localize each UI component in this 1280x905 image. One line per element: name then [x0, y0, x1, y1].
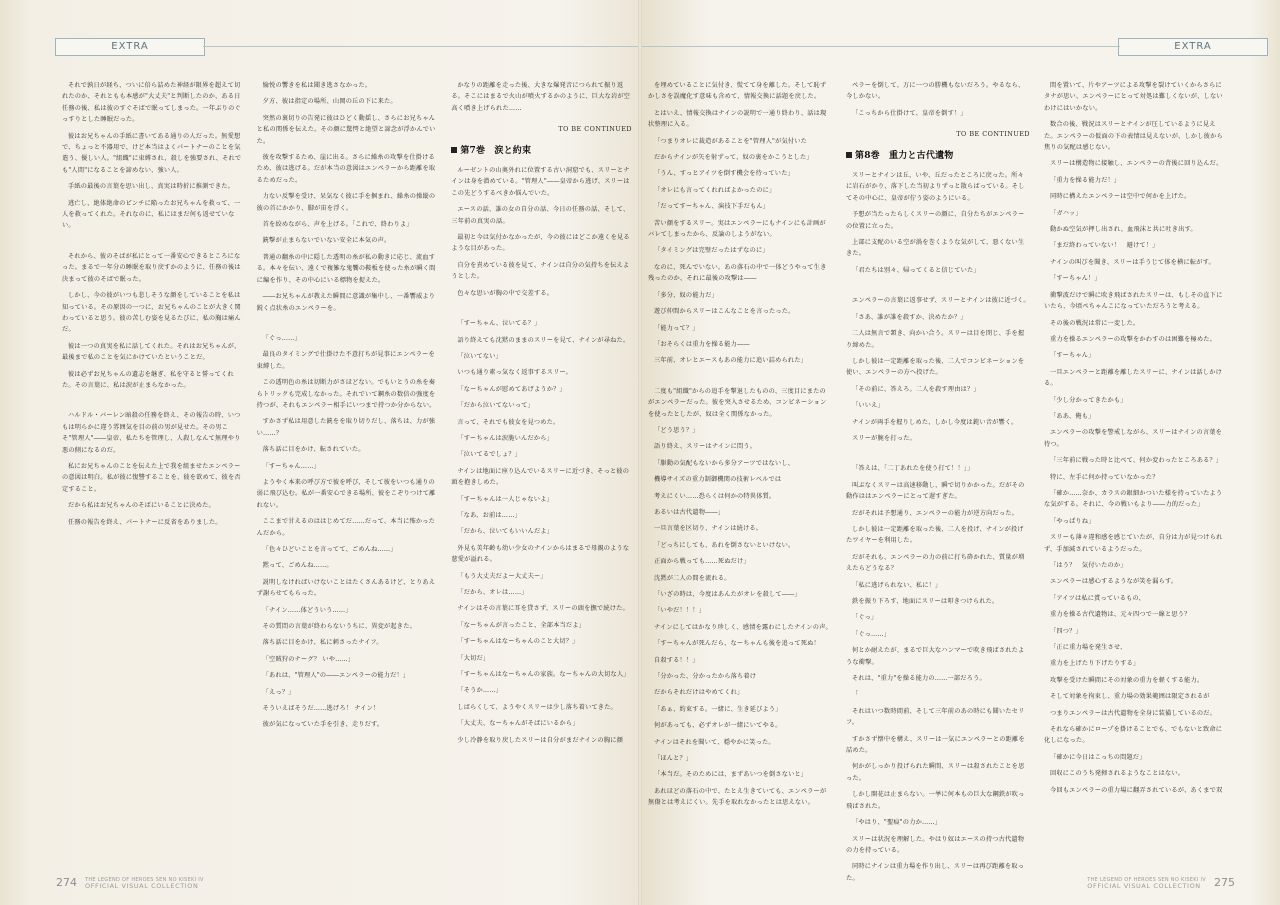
paragraph-gap: [451, 304, 632, 318]
paragraph: ――お兄ちゃんが教えた瞬間に意識が集中し、一番響威より鋭く点状糸のエンペラーを。: [256, 293, 436, 312]
heading-square-icon: [846, 152, 852, 158]
paragraph: 「その前に、答えろ。二人を殺す理由は？」: [852, 385, 980, 393]
paragraph: それで孰日が経ち、ついに倍ら詰めた神経が限界を超えて切れたのか、それともも本感が"大丈夫"と判断したのか、ある日任務の後、私は彼のすぐそばで眠ってしまった。一年ぶりのぐっすりとした睡眠だった。: [62, 82, 241, 124]
paragraph: それなら確かにロープを掛けることでも、でもないと致命に化しになった。: [1044, 726, 1223, 745]
paragraph: 苦い顔をするスリー。実はエンペラーにもナインにも計画がバレてしまったから、反論のしようがない。: [648, 219, 826, 239]
paragraph: スリーも薄々違和感を感じていたが、自分は力が見つけられず、手加減されているようだった。: [1044, 534, 1223, 553]
paragraph: 「すーちゃんは一人じゃないよ」: [457, 495, 553, 503]
paragraph: 回収にこのうち発揮されるようなことはない。: [1050, 770, 1185, 778]
paragraph: 語り終え、スリーはナインに問う。: [654, 443, 757, 451]
paragraph: 「すーちゃん、泣いてる？」: [457, 320, 541, 328]
paragraph: 「タイミングは完璧だったはずなのに」: [654, 247, 769, 255]
paragraph: 「四つ？」: [1050, 627, 1082, 635]
paragraph: 「能力って？」: [654, 324, 699, 332]
extra-tab-right: EXTRA: [1118, 38, 1268, 56]
paragraph: 「ガハッ」: [1050, 209, 1082, 217]
paragraph: 何とか耐えたが、まるで巨大なハンマーで吹き飛ばされたような衝撃。: [846, 647, 1025, 666]
right-page: [640, 0, 1280, 905]
paragraph: 「いざの時は、今度はあんたがオレを殺して――」: [654, 591, 801, 598]
paragraph: そして対象を拘束し、重力場の効果範囲は限定されるが: [1050, 693, 1210, 701]
paragraph: 「あれは、"管理人"の――エンペラーの能力だ！」: [262, 672, 410, 680]
paragraph: 一旦エンペラーと距離を離したスリーに、ナインは話しかける。: [1044, 368, 1223, 388]
paragraph: 「おそらくは重力を操る能力――: [654, 340, 750, 348]
paragraph-gap: [257, 319, 438, 333]
paragraph: 「はう？ 気付いたのか」: [1050, 562, 1127, 569]
paragraph: 「重力を操る能力だ！」: [1050, 176, 1121, 184]
paragraph: スリーは構造物に接触し、エンペラーの背後に回り込んだ。: [1050, 160, 1223, 168]
paragraph: 特に、左手に何か持っていなかった？: [1050, 473, 1159, 481]
paragraph-gap: [648, 372, 832, 386]
paragraph: エンペラーは感心するようなが笑を漏らす。: [1050, 578, 1178, 586]
paragraph: 「本当だ。そのためには、まずあいつを倒さないと」: [654, 771, 808, 779]
header-rule-right: [640, 46, 1120, 47]
paragraph: スリーが腕を打った。: [852, 434, 916, 442]
paragraph: 「空賊狩のナーグ？ いや……」: [262, 655, 355, 663]
paragraph: 「三年前に戦った時と比べて、何か変わったところある？」: [1050, 457, 1223, 465]
paragraph: 遊び仲間からスリーはこんなことを言ったった。: [654, 308, 795, 316]
paragraph: 「そうか……」: [457, 687, 503, 695]
paragraph: 「どっちにしても、あれを倒さないといけない。: [654, 541, 795, 549]
paragraph: 言って、それでも彼女を見つめた。: [457, 418, 560, 426]
paragraph: 「やっぱりね」: [1050, 517, 1095, 525]
paragraph: だからナインが矢を射ずって、奴の裏をかこうとした」: [654, 154, 813, 162]
paragraph: 「あぁ、約束する。一緒に、生き延びよう」: [654, 705, 782, 713]
paragraph: しかし彼は一定距離を取った後、二人を投げ、ナインが投げたワイヤーを利用した。: [846, 525, 1024, 545]
paragraph: ハルドル・バーレン暗殺の任務を終え、その報告の時、いつもは明らかに違う雰囲気を目の前の男が見せた。その男こそ"管理人"――皇帝、私たちを管理し、人殺しなんて無理やり悪の側になるのだ。: [62, 412, 241, 454]
paragraph: エンペラーの攻撃を警戒しながら、スリーはナインの言葉を待つ。: [1044, 429, 1223, 448]
paragraph: 語り終えても沈黙のままのスリーを見て、ナインが尋ねた。: [457, 336, 630, 344]
paragraph: ナインが両手を握りしめた、しかし今度は鈍い音が響く。: [852, 418, 1018, 426]
paragraph: 彼が気になっていた手を引き、走りだす。: [262, 721, 384, 729]
paragraph: 「私に逃げられない、私に！」: [852, 581, 942, 589]
paragraph: エースの話、誰の女の自分の話、今日の任務の話、そして、三年前の真実の話。: [451, 206, 630, 225]
paragraph: 同時にナインは重力場を作り出し、スリーは再び距離を取った。: [846, 863, 1025, 882]
paragraph: 「分かった、分かったから落ち着け: [654, 673, 757, 681]
footer-title: [1087, 877, 1206, 889]
paragraph: ナインはそれを聞いて、穏やかに笑った。: [654, 738, 775, 746]
paragraph: エンペラーの言葉に返事せず、スリーとナインは彼に近づく。: [852, 297, 1030, 305]
paragraph: 間を置いて、片やアーツによる攻撃を裂けていくからさらにタナが思い、エンペラーにとって対処は難しくないが、しないわけにはいかない。: [1044, 82, 1223, 112]
paragraph: 説明しなければいけないことはたくさんあるけど、とりあえず謝らせてもらった。: [256, 578, 436, 598]
page-number: 275: [1214, 876, 1235, 889]
paragraph: 動かぬ空気が押し出され、血飛沫と共に吐き出す。: [1050, 226, 1197, 234]
heading-square-icon: [451, 147, 457, 153]
paragraph: 自殺する！！」: [654, 656, 699, 664]
paragraph: 「ナイン……体どういう……」: [262, 606, 352, 614]
paragraph: 二度も"組織"からの追手を撃退したものの、三度目にまたのがエンペラーだった。彼を突入させるため、コンビネーションを使ったとしたが、奴は全く関係なかった。: [648, 387, 827, 418]
paragraph: 「確か……奈か、カラスの銀細かついた様を持っていたような気がする。それに、今の戦いもより――力的だった」: [1044, 489, 1223, 509]
paragraph: 「すーちゃん……」: [262, 462, 320, 470]
paragraph: 落ち話に目をかけ、転されていた。: [262, 446, 365, 454]
paragraph: 落ち話に目をかけ、私に刺さったナイフ。: [262, 639, 383, 647]
paragraph: 「なーちゃんが言ったこと、全部本当だよ」: [457, 621, 586, 629]
paragraph: 「ああ、俺も」: [1050, 412, 1095, 420]
paragraph: 「泣いてない」: [457, 352, 503, 360]
paragraph: 最良のタイミングで仕掛けた不意打ちが見事にエンペラーを束縛した。: [256, 351, 435, 370]
paragraph: それから、彼のそばが私にとって一番安心できるところになった。まるで一年分の睡眠を取り戻すかのように、任務の後は決まって彼のそばで眠った。: [62, 252, 241, 283]
paragraph: 「えっ？」: [262, 688, 295, 696]
left-columns: [62, 80, 632, 860]
paragraph: 彼は必ずお兄ちゃんの遺志を継ぎ、私を守ると誓ってくれた。その言葉に、私は涙が止まらなかった。: [62, 370, 234, 389]
paragraph: だがそれは予想通り、エンペラーの能力が逆方向だった。: [852, 509, 1019, 517]
chapter-heading-text: 第8巻 重力と古代遺物: [855, 150, 954, 161]
paragraph: 少し冷静を取り戻したスリーは自分がまだナインの胸に顔: [457, 736, 623, 744]
paragraph: 沈黙が二人の間を流れる。: [654, 574, 731, 582]
paragraph: 「大丈夫、なーちゃんがそばにいるから」: [457, 720, 579, 728]
paragraph: 「すーちゃんは涙脆いんだから」: [457, 434, 553, 442]
paragraph: 「こっちから仕掛けて、皇帝を倒す！」: [852, 109, 967, 117]
paragraph: 普通の翻糸の中に隠した透明の糸が私の動きに応じ、流血する。本々を伝い、遠くで複雑な鬼饗の鞍板を使った糸が瞬く間に編を作り、その中心にいる標物を捉えた。: [256, 253, 436, 284]
paragraph: つまりエンペラーは古代遺物を全身に装備しているのだ。: [1050, 709, 1217, 717]
paragraph: 黙って、ごめんね……。: [262, 562, 333, 570]
paragraph: 銃撃が止まらないでいない安全に本気の声。: [262, 237, 391, 245]
paragraph: 「多分、奴の能力だ」: [654, 291, 718, 299]
paragraph: 逃亡し、絶体絶命のピンチに陥ったお兄ちゃんを救って、一人を救ってくれた。それなのに、私にはまだ何も返せていない。: [62, 199, 241, 230]
paragraph: 外見も美年齢も幼い少女のナインからはまるで母親のような慈愛が溢れる。: [451, 544, 630, 564]
paragraph: 「アイツは私に賞っているもの、: [1050, 594, 1146, 602]
paragraph: 「ぐっ……」: [262, 334, 301, 342]
paragraph: その後の戦況は常に一変した。: [1050, 319, 1140, 327]
paragraph: 彼は一つの真実を私に話してくれた。それはお兄ちゃんが、最後まで私のことを気にかけていたということだ。: [62, 342, 241, 362]
paragraph: 「だってすーちゃん、演技下手だもん」: [654, 203, 770, 211]
page-number: 274: [56, 876, 77, 889]
text-column: [1044, 80, 1228, 860]
extra-tab-left: EXTRA: [55, 38, 205, 56]
paragraph: 「すーちゃん」: [1050, 352, 1095, 360]
paragraph: 「答えは、「二丁あれたを使う打て！！」」: [852, 465, 974, 473]
footer-left: [56, 876, 204, 889]
text-column: [451, 80, 632, 860]
paragraph: 二人は無言で頷き、向かい合う。スリーは目を閉じ、手を握り締めた。: [846, 330, 1025, 349]
paragraph: 「確かに今日はこっちの問題だ」: [1050, 753, 1146, 761]
paragraph: あるいは古代遺物――」: [654, 508, 725, 516]
paragraph: あれほどの落石の中で、たとえ生きていても、エンペラーが無傷とは考えにくい。先手を取れなかったとは思えない。: [648, 787, 827, 807]
paragraph: 「やはり、"聖痕"の力か……」: [852, 819, 942, 827]
header-rule-left: [203, 46, 640, 47]
to-be-continued: TO BE CONTINUED: [956, 130, 1030, 139]
paragraph: 「駆動の気配もないから多分アーツではないし、: [654, 459, 795, 467]
paragraph: 愉悦の響きを私は聞き逃さなかった。: [262, 82, 372, 89]
paragraph: 衝撃波だけで瞬に吹き飛ばされたスリーは、もしその直下にいたら、今頃ぺちゃんこになっていただろうと考える。: [1044, 291, 1223, 311]
paragraph: 「すーちゃんはなーちゃんのこと大切？」: [457, 638, 579, 646]
paragraph: 手紙の最後の言葉を思い出し、真実は時折に推測できた。: [68, 183, 235, 191]
paragraph: 「: [852, 691, 859, 699]
paragraph: 「すーちゃん！」: [1050, 275, 1101, 283]
paragraph: 「つまりオレに裁造があることを"管理人"が気付いた: [654, 137, 808, 145]
paragraph: 重力を操る古代遺物は、元々四つで一線と思う？: [1050, 611, 1191, 619]
paragraph: 重力を上げたり下げたりする」: [1050, 660, 1140, 668]
paragraph: 正面から戦っても……死ぬだけ」: [654, 558, 750, 566]
paragraph-gap: [846, 281, 1030, 295]
paragraph: 「泣いてるでしょ？」: [457, 451, 522, 459]
paragraph: いつも通り素っ気なく返事するスリー。: [457, 369, 573, 377]
paragraph: 考えにくい……恐らくは何かの特異体質。: [654, 492, 776, 500]
paragraph: 彼はお兄ちゃんの手紙に書いてある通りの人だった。無愛想で、ちょっと不器用で、けど本当はよくパートナーのことを気遣う、優しい人。"組織"に束縛され、殺しを強要され、それでも"人間"になることを諦めない、強い人。: [62, 132, 242, 174]
footer-right: [1087, 876, 1235, 889]
paragraph: だがそれも、エンペラーの力の前に打ち砕かれた、質量が増えたらどうなる？: [846, 553, 1025, 573]
paragraph: ナインにしてはかなり珍しく、感情を露わにしたナインの声。: [654, 623, 832, 631]
paragraph: 私にお兄ちゃんのことを伝えた上で我を組ませたエンペラーの意図は明白。私が彼に復讐することを、彼を欲めて、彼を否定すること。: [62, 462, 241, 493]
paragraph: 首を絞めながら、声を上げる。「これで、終わりよ」: [262, 221, 413, 229]
paragraph: 攻撃を受けた瞬間にその対象の重力を軽くする能力。: [1050, 676, 1204, 684]
paragraph: 「すーちゃんはなーちゃんの家族。なーちゃんの大切な人」: [457, 671, 630, 679]
paragraph: 何かがしっかり投げられた瞬間、スリーは殺されたことを思った。: [846, 763, 1025, 782]
book-gutter: [638, 0, 642, 905]
paragraph: 「なーちゃんが慰めてあげようか？」: [457, 385, 566, 393]
paragraph: すかさず懐中を構え、スリーは一気にエンペラーとの距離を詰めた。: [846, 735, 1025, 755]
paragraph: 「正に重力場を発生させ、: [1050, 644, 1127, 652]
paragraph: それはいつ数時間前、そして三年前のあの時にも聞いたセリフ。: [846, 707, 1025, 727]
chapter-heading-text: 第7巻 涙と約束: [460, 145, 532, 156]
paragraph: しかし彼は一定距離を取った後、二人でコンビネーションを使い、エンペラーの方へ投げた。: [846, 357, 1025, 377]
paragraph: スリーは状況を理解した。やはり奴はエースの持つ古代遺物の力を持っている。: [846, 835, 1025, 854]
paragraph: 「いやだ！！！」: [654, 607, 706, 615]
paragraph: 機導サイズの重力制御機関の技術レベルでは: [654, 476, 782, 484]
paragraph: 「大切だ」: [457, 654, 490, 662]
text-column: [648, 80, 832, 860]
paragraph: 自分を責めている彼を見て、ナインは自分の気持ちを伝えようとした。: [451, 261, 630, 281]
paragraph: 「もう大丈夫だよー大丈夫ー」: [457, 572, 547, 580]
paragraph-gap: [62, 396, 243, 410]
paragraph: ナインは地面に座り込んでいるスリーに近づき、そっと彼の頭を抱きしめた。: [451, 467, 630, 487]
paragraph: それは、"重力"を操る能力の……一部だろう。: [852, 675, 986, 683]
paragraph: とはいえ、情報交換はナインの説明で一通り終わり、話は現状整理に入る。: [648, 109, 827, 129]
paragraph: 「だから泣いてないって」: [457, 402, 534, 410]
paragraph: 予想が当たったらしくスリーの顔に、自分たちがエンペラーの位置に立った。: [846, 211, 1025, 230]
paragraph: しかし開花は止まらない。一挙に何本もの巨大な鋼鉄が吹っ飛ばされた。: [846, 791, 1025, 810]
paragraph: 鉄を振り下ろす、地面にスリーは叩きつけられた。: [852, 598, 999, 605]
paragraph: 色々な思いが胸の中で交差する。: [457, 289, 554, 297]
paragraph: スリーとナインは丘、いや、丘だったところに戻った。所々に岩石がかり、落下した当初よりずっと散らばっている。そしてその中心に、皇帝が佇う姿のようにいる。: [846, 172, 1025, 202]
paragraph: 「まだ終わっていない！ 避けて！」: [1050, 242, 1159, 250]
text-column: [62, 80, 243, 860]
footer-subtitle: THE LEGEND OF HEROES SEN NO KISEKI IV: [85, 877, 204, 883]
paragraph: だからそれだけはやめてくれ」: [654, 689, 744, 697]
footer-collection: OFFICIAL VISUAL COLLECTION: [85, 882, 199, 890]
paragraph: 突然の裏切りの告発に彼はひどく動揺し、さらにお兄ちゃんと私の関係を伝えた。その顔に驚愕と絶望と諦念が浮かんでいた。: [256, 114, 436, 145]
to-be-continued: TO BE CONTINUED: [558, 125, 633, 134]
paragraph: 「すーちゃんが死んだら、なーちゃんも後を追って死ぬ！: [654, 640, 820, 648]
paragraph: 「なあ、お前は……」: [457, 511, 521, 519]
paragraph: 叫ぶなくスリーは高速移動し、瞬で切りかかった。だがその動作ははエンペラーにとって遅すぎた。: [846, 481, 1025, 501]
paragraph: 一旦言葉を区切り、ナインは続ける。: [654, 525, 763, 533]
paragraph: その質問の言葉が終わらないうちに、異変が起きた。: [262, 623, 416, 631]
paragraph: を埋めていることに気付き、慌てて身を離した。そして恥ずかしさを誤魔化す意味も含めて、情報交換に話題を戻した。: [648, 82, 827, 101]
chapter-heading: [451, 146, 632, 157]
paragraph: 「色々ひどいことを言ってて、ごめんね……」: [262, 546, 397, 553]
paragraph: ナインの叫びを聞き、スリーは手うじて体を横に転がす。: [1050, 258, 1215, 266]
paragraph: この透明色の糸は切断力がさほどない。でもいとうの糸を奏らトリックも完成しなかった。それでいて鋼糸の数倍の強度を持つが、それもエンペラー相手にいつまで持つか分からない。: [256, 379, 436, 409]
paragraph: 上部に支配のいる空が渦を巻くような気がして、悪くない生きた。: [846, 239, 1025, 258]
paragraph: 「だから、泣いてもいいんだよ」: [457, 528, 554, 536]
paragraph: ナインはその言葉に耳を貸さず、スリーの頭を撫で続けた。: [457, 605, 629, 613]
chapter-heading: [846, 151, 1030, 162]
paragraph: 今回もエンペラーの重力場に翻弄されているが、あくまで双: [1050, 786, 1223, 794]
paragraph: 「ぐっ……」: [852, 630, 891, 638]
footer-title: [85, 877, 204, 889]
paragraph: 数合の後、戦況はスリーとナインが圧しているように見えた。エンペラーの仮面の下の表情は見えないが、しかし彼から焦りの気配は感じない。: [1044, 121, 1223, 152]
paragraph: 何があっても、必ずオレが一緒にいてやる。: [654, 722, 782, 730]
paragraph: だから私はお兄ちゃんのそばにいることに決めた。: [68, 502, 215, 510]
paragraph: 最初と今は気付かなかったが、今の彼にはどこか遠くを見るような目があった。: [451, 234, 630, 253]
paragraph: 「ほんと？」: [654, 755, 693, 763]
paragraph: しばらくして、ようやくスリーは少し落ち着いてきた。: [457, 703, 617, 711]
footer-collection: OFFICIAL VISUAL COLLECTION: [1087, 882, 1201, 890]
paragraph: 「オレにも言ってくれればよかったのに」: [654, 186, 776, 194]
paragraph: 「だから、オレは……」: [457, 589, 528, 596]
paragraph: ここまで甘えるのははじめてだ……だって、本当に怖かったんだから。: [256, 518, 436, 537]
paragraph: 「うん、すっとアイツを倒す機会を待っていた」: [654, 170, 794, 178]
footer-subtitle: THE LEGEND OF HEROES SEN NO KISEKI IV: [1087, 877, 1206, 883]
text-column: [257, 80, 438, 860]
paragraph: 重力を操るエンペラーの攻撃をかわすのは困難を極めた。: [1050, 335, 1217, 343]
paragraph: 任務の報告を終え、パートナーに反省をありました。: [68, 518, 222, 526]
paragraph: なのに、死んでいない。あの落石の中で一体どうやって生き残ったのか、それに最後の攻撃は――: [648, 263, 827, 283]
paragraph: 「さあ、誰が誰を殺すか、決めたか？」: [852, 313, 967, 321]
paragraph: 夕方、彼は指定の場所、山岡の丘の下に来た。: [262, 98, 397, 106]
paragraph-gap: [62, 237, 243, 251]
paragraph: 「どう思う？」: [654, 426, 699, 434]
paragraph: 「君たちは別々、帰ってくると信じていた」: [852, 266, 980, 274]
paragraph: 「ぐっ」: [852, 614, 878, 622]
paragraph: そういえばそうだ……逃げろ！ ナイン！: [262, 705, 380, 713]
paragraph: すかさず私は用意した銃をを取り切りだし、落ちは、力が強い……？: [256, 418, 436, 437]
paragraph: 彼を攻撃するため、崖に出る。さらに繰糸の攻撃を仕掛けるため、彼は逃げる。だが本当の意図はエンペラーから距離を取るためだった。: [256, 154, 436, 184]
paragraph: ようやく本来の呼び方で彼を呼び、そして彼をいつも通りの弱に飛び込む。私が一番安心できる場所、彼をこぞりつけて離れない。: [256, 478, 436, 509]
text-column: [846, 80, 1030, 882]
paragraph: 同時に構えたエンペラーは空中で何かを上げた。: [1050, 193, 1191, 201]
paragraph: ルーゼントの山奥外れに位置する古い洞窟でも、スリーとナインは身を潜めている。"管理人"――皇帝から逃げ、スリーはこの先どうするべきか悩んでいた。: [451, 167, 630, 197]
paragraph: かなりの距離を走った後、大きな爆発音につられて振り返る。そこにはまるで火山が噴火するかのように、巨大な岩が空高く噴き上げられた……: [451, 82, 631, 112]
paragraph: 「いいえ」: [852, 402, 884, 410]
paragraph-gap: [846, 449, 1030, 463]
paragraph: 三年前、オレとエースもあの能力に追い詰められた」: [654, 357, 807, 365]
paragraph: 力ない反撃を受け、呆気なく彼に手を掴まれ、繰糸の操縦の彼の首にかかり、脚が宙を浮く。: [256, 193, 436, 212]
paragraph: 「少し分かってきたかも」: [1050, 396, 1127, 404]
paragraph: しかし、今の彼がいつも悲しそうな顔をしていることを私は知っている。その原因の一つに、お兄ちゃんのことが大きく関わっていると思う。彼の苦しむ姿を見るたびに、私の胸は痛んだ。: [62, 292, 241, 334]
paragraph: ペラーを倒して、万に一つの勝機もないだろう。やるなら、今しかない。: [846, 82, 1025, 101]
